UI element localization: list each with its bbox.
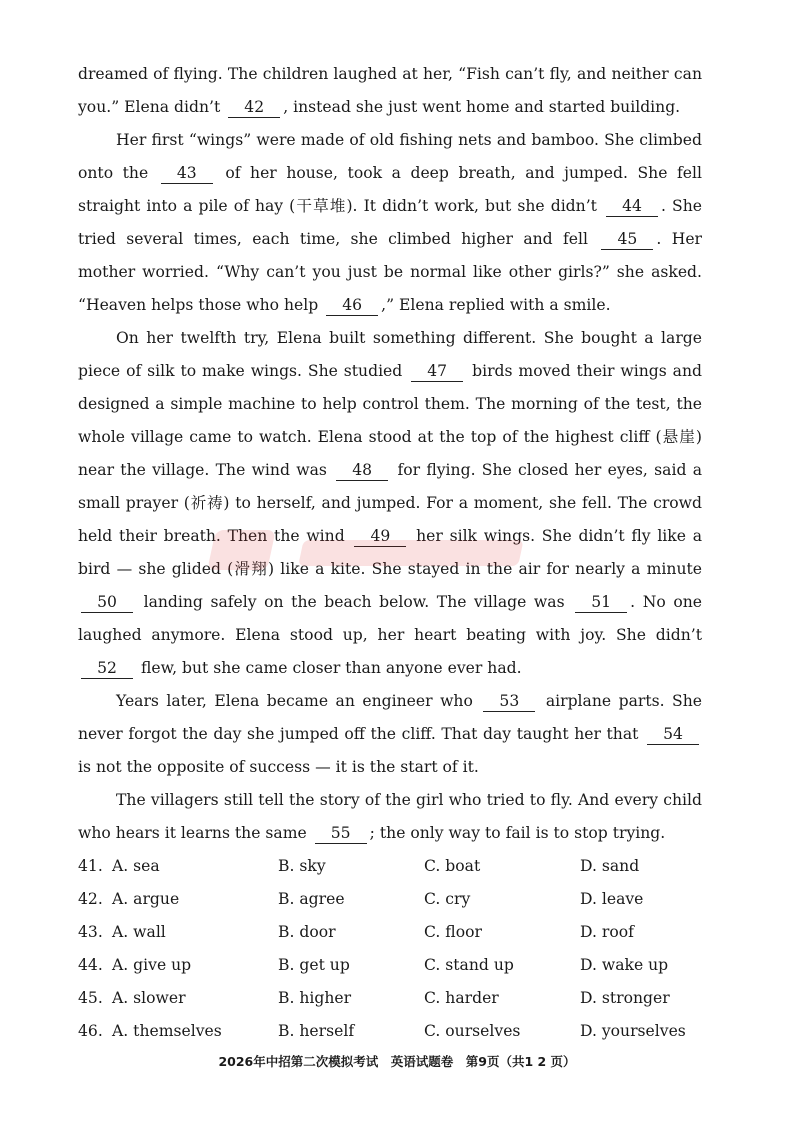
option-c: C. harder [424,989,499,1007]
cloze-passage [78,58,702,850]
page-footer: 2026年中招第二次模拟考试 英语试题卷 第9页（共1 2 页） [218,1054,576,1069]
option-d: D. stronger [580,989,670,1007]
question-44-options [78,949,718,982]
option-c: C. boat [424,857,481,875]
paragraph-3: On her twelfth try, Elena built something different. She bought a large piece of silk to make wings. She studied 47 birds moved their wings and designed a simple machine to help control them. The morning of the test, the whole village came to watch. Elena stood at the top of the highest cliff (悬崖) near the village. The wind was 48 for flying. She closed her eyes, said a small prayer (祈祷) to herself, and jumped. For a moment, she fell. The crowd held their breath. Then the wind 49 her silk wings. She didn’t fly like a bird — she glided (滑翔) like a kite. She stayed in the air for nearly a minute 50 landing safely on the beach below. The village was 51 . No one laughed anymore. Elena stood up, her heart beating with joy. She didn’t 52 flew, but she came closer than anyone ever had. [78,329,703,677]
question-43-options [78,916,718,949]
blank-48: 48 [336,461,388,481]
blank-42: 42 [228,98,280,118]
paragraph-1: dreamed of flying. The children laughed at her, “Fish can’t fly, and neither can you.” Elena didn’t 42 , instead she just went home and started building. [78,65,702,116]
option-d: D. leave [580,890,644,908]
paragraph-2: Her first “wings” were made of old fishing nets and bamboo. She climbed onto the 43 of her house, took a deep breath, and jumped. She fell straight into a pile of hay (干草堆). It didn’t work, but she didn’t 44 . She tried several times, each time, she climbed higher and fell 45 . Her mother worried. “Why can’t you just be normal like other girls?” she asked. “Heaven helps those who help 46 ,” Elena replied with a smile. [78,131,702,314]
question-number: 45. [78,989,103,1007]
question-number: 44. [78,956,103,974]
blank-50: 50 [81,593,133,613]
blank-52: 52 [81,659,133,679]
question-45-options [78,982,718,1015]
option-a: A. wall [112,923,166,941]
option-a: A. give up [112,956,192,974]
blank-44: 44 [606,197,658,217]
paragraph-5: The villagers still tell the story of the girl who tried to fly. And every child who hears it learns the same 55 ; the only way to fail is to stop trying. [78,791,702,842]
option-c: C. ourselves [424,1022,521,1040]
option-d: D. sand [580,857,640,875]
blank-46: 46 [326,296,378,316]
blank-49: 49 [354,527,406,547]
option-b: B. get up [278,956,350,974]
option-b: B. sky [278,857,326,875]
option-b: B. higher [278,989,352,1007]
option-b: B. herself [278,1022,355,1040]
blank-53: 53 [483,692,535,712]
blank-45: 45 [601,230,653,250]
question-number: 42. [78,890,103,908]
answer-options [78,850,718,1048]
option-b: B. door [278,923,336,941]
question-number: 46. [78,1022,103,1040]
blank-43: 43 [161,164,213,184]
option-a: A. argue [112,890,180,908]
question-46-options [78,1015,718,1048]
option-a: A. slower [112,989,186,1007]
blank-55: 55 [315,824,367,844]
option-c: C. stand up [424,956,514,974]
option-a: A. sea [112,857,160,875]
question-41-options [78,850,718,883]
blank-47: 47 [411,362,463,382]
option-d: D. yourselves [580,1022,686,1040]
option-c: C. floor [424,923,482,941]
option-a: A. themselves [112,1022,222,1040]
option-b: B. agree [278,890,345,908]
blank-51: 51 [575,593,627,613]
blank-54: 54 [647,725,699,745]
paragraph-4: Years later, Elena became an engineer who 53 airplane parts. She never forgot the day she jumped off the cliff. That day taught her that 54 is not the opposite of success — it is the start of it. [78,692,703,776]
question-number: 43. [78,923,103,941]
option-c: C. cry [424,890,471,908]
question-number: 41. [78,857,103,875]
question-42-options [78,883,718,916]
option-d: D. wake up [580,956,669,974]
option-d: D. roof [580,923,634,941]
